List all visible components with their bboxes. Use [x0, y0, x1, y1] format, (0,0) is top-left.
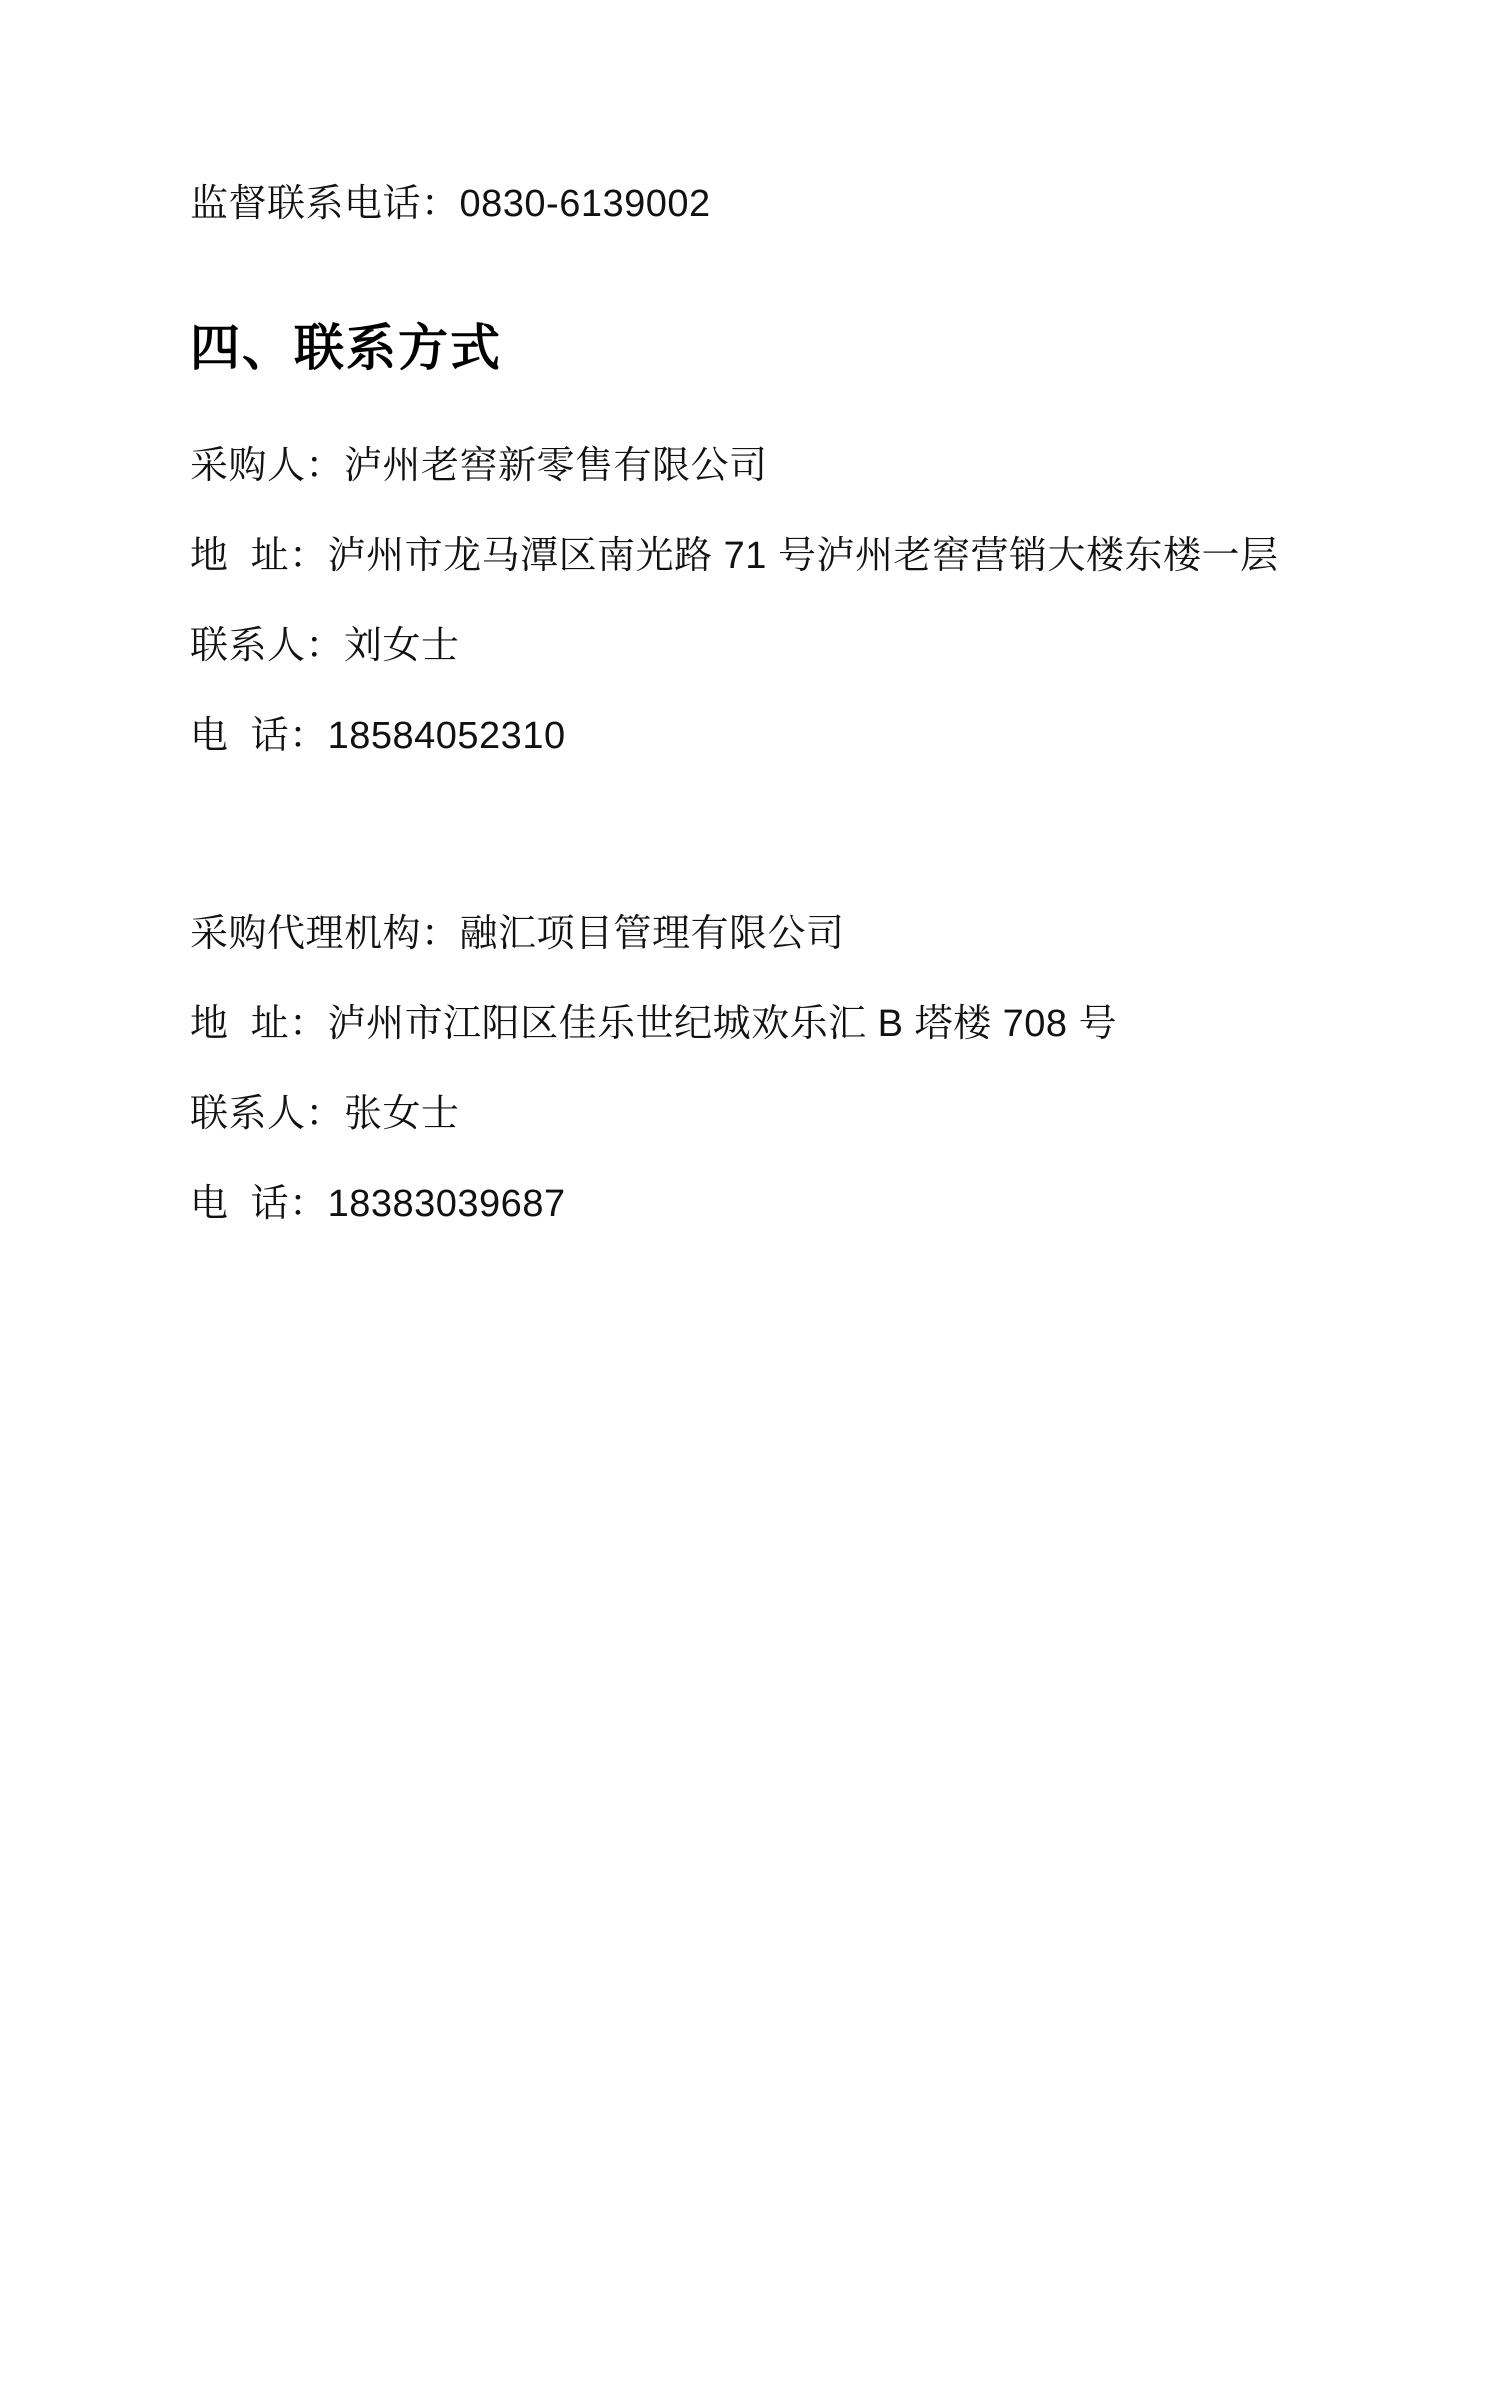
spacer-agency-1 [190, 953, 1360, 1005]
spacer-before-heading [190, 223, 1360, 323]
document-body [190, 185, 1360, 1223]
spacer-purchaser-3 [190, 665, 1360, 717]
spacer-agency-3 [190, 1133, 1360, 1185]
spacer-purchaser-2 [190, 575, 1360, 627]
agency-contact-line: 联系人：张女士 [190, 1093, 460, 1135]
agency-name-line: 采购代理机构：融汇项目管理有限公司 [190, 913, 845, 955]
spacer-agency-2 [190, 1043, 1360, 1095]
agency-phone-line: 电 话：18383039687 [190, 1183, 566, 1225]
purchaser-contact-line: 联系人：刘女士 [190, 625, 460, 667]
spacer-after-heading [190, 373, 1360, 447]
spacer-between-blocks [190, 755, 1360, 855]
purchaser-name-line: 采购人：泸州老窖新零售有限公司 [190, 445, 768, 487]
purchaser-phone-line: 电 话：18584052310 [190, 715, 566, 757]
spacer-between-blocks-2 [190, 855, 1360, 915]
agency-address-line: 地 址：泸州市江阳区佳乐世纪城欢乐汇 B 塔楼 708 号 [190, 1003, 1118, 1045]
purchaser-address-line: 地 址：泸州市龙马潭区南光路 71 号泸州老窖营销大楼东楼一层 [190, 535, 1279, 577]
supervision-phone-line: 监督联系电话：0830-6139002 [190, 183, 711, 225]
section-heading-contact: 四、联系方式 [190, 320, 502, 376]
spacer-purchaser-1 [190, 485, 1360, 537]
